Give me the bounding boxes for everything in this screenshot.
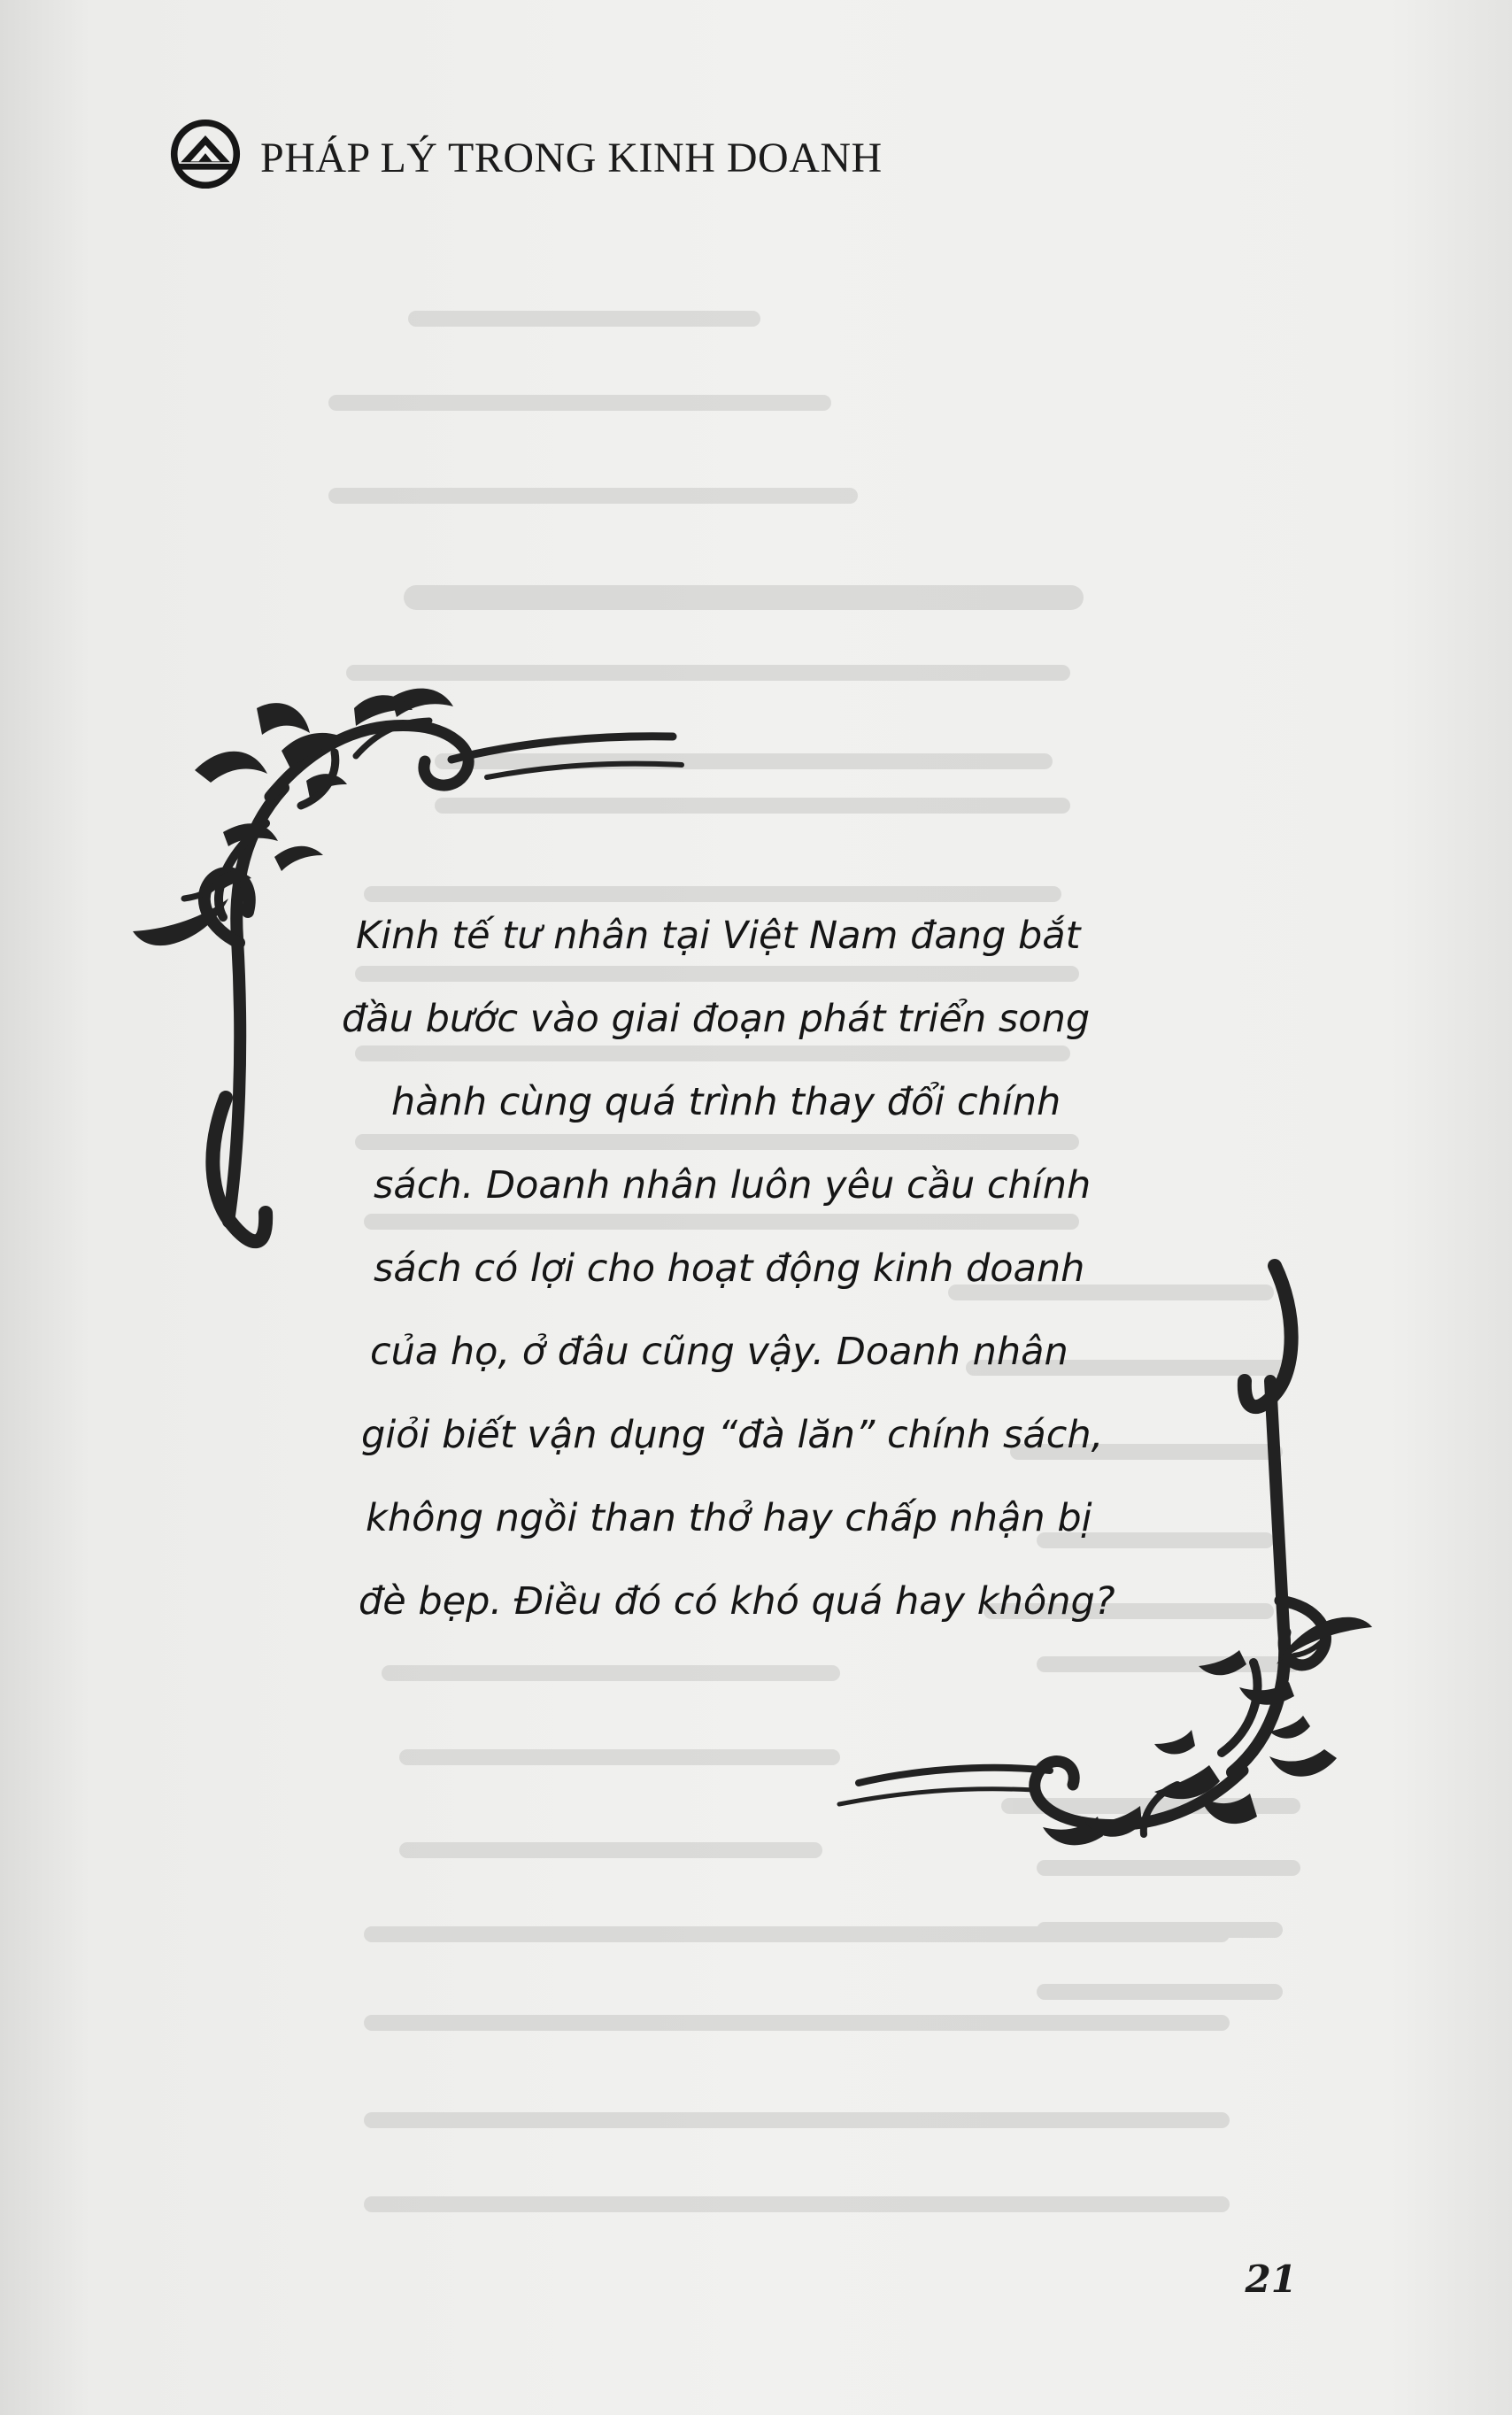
running-header-title: PHÁP LÝ TRONG KINH DOANH	[260, 135, 883, 181]
quote-line-2: đầu bước vào giai đoạn phát triển song	[342, 997, 1091, 1041]
quote-line-9: đè bẹp. Điều đó có khó quá hay không?	[359, 1579, 1115, 1624]
quote-line-5: sách có lợi cho hoạt động kinh doanh	[374, 1246, 1085, 1291]
quote-line-4: sách. Doanh nhân luôn yêu cầu chính	[374, 1163, 1092, 1208]
quote-line-3: hành cùng quá trình thay đổi chính	[391, 1080, 1061, 1124]
page-number: 21	[1245, 2257, 1297, 2301]
quote-line-8: không ngồi than thở hay chấp nhận bị	[366, 1496, 1092, 1540]
publisher-logo-icon	[168, 117, 243, 191]
quote-line-6: của họ, ở đâu cũng vậy. Doanh nhân	[370, 1330, 1068, 1374]
quote-line-1: Kinh tế tư nhân tại Việt Nam đang bắt	[356, 914, 1081, 958]
quote-line-7: giỏi biết vận dụng “đà lăn” chính sách,	[361, 1413, 1104, 1457]
quote-block	[257, 894, 1319, 1643]
running-header	[168, 117, 883, 191]
